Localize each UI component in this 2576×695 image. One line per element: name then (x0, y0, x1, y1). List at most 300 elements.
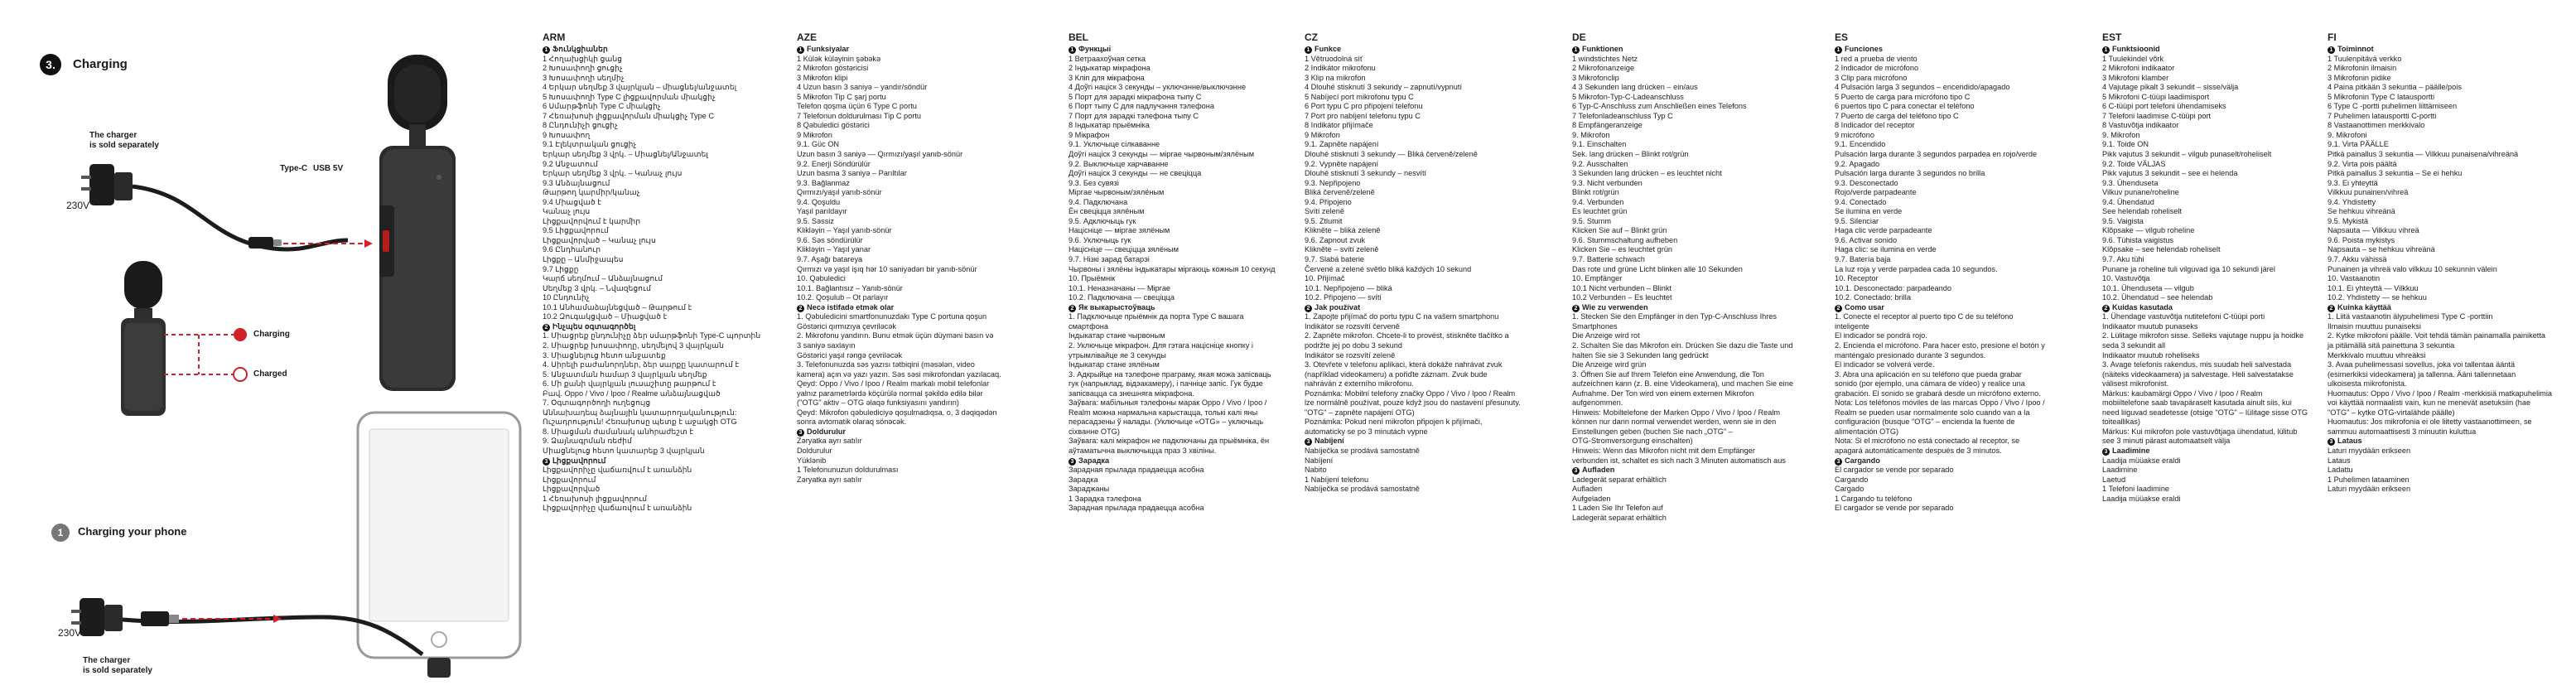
text-line: grabación. El sonido se grabará desde un micrófono externo. (1835, 389, 2041, 398)
text-line: 9. Mikrofon (2102, 130, 2140, 139)
text-line: сіхванне OTG) (1069, 427, 1120, 436)
text-line: Huomautus: Jos mikrofonia ei ole liitetty vastaanottimeen, se (2328, 417, 2532, 427)
text-line: Լիցքավորվում է կարմիր (543, 216, 641, 225)
text-line: 9.1. Einschalten (1572, 140, 1627, 149)
text-line: 3. Միացնելուց հետո անջատեք (543, 350, 666, 360)
text-line: 1 Külək küləyinin şəbəkə (797, 54, 881, 63)
text-line: Երկար սեղմեք 3 վրկ. – Կանաչ լույս (543, 169, 683, 178)
text-line: 2. Encienda el micrófono. Para hacer esto, presione el botón y (1835, 340, 2045, 350)
text-line: Երկար սեղմեք 3 վրկ. – Միացնել/Անջատել (543, 150, 708, 159)
text-line: Červené a zelené světlo bliká každých 10 sekund (1305, 264, 1472, 273)
text-line: sammuu automaattisesti 3 minuutin kuluttua (2328, 427, 2477, 436)
section-number-badge: 3 (1835, 458, 1842, 466)
text-line: 5 Mikrofon Tip C şarj portu (797, 92, 886, 101)
text-line: Pitkä painallus 3 sekuntia — Vilkkuu punaisena/vihreänä (2328, 150, 2519, 159)
section-number-badge: 3 (1572, 467, 1580, 475)
section-3-badge: 3. (40, 54, 61, 75)
microphone-small-icon (121, 261, 166, 416)
text-line: 9.2. Vypněte napájení (1305, 159, 1379, 168)
text-line: Зарадка (1069, 475, 1098, 484)
text-line: 5 Nabíjecí port mikrofonu typu C (1305, 92, 1414, 101)
text-line: Bliká červeně/zeleně (1305, 188, 1375, 197)
text-line: Բավ. Oppo / Vivo / Ipoo / Realme անձայնացված (543, 389, 721, 398)
text-line: Merkkivalo muuttuu vihreäksi (2328, 350, 2426, 360)
section-number-badge: 2 (1069, 305, 1076, 312)
text-line: 2. Kytke mikrofoni päälle. Voit tehdä tämän painamalla painiketta (2328, 331, 2546, 340)
text-line: Qırmızı/yaşıl yanıb-sönür (797, 188, 882, 197)
column-title: CZ (1305, 31, 1318, 43)
section-heading: 3 Cargando (1835, 456, 2083, 466)
text-line: 9. Mikrofoni (2328, 130, 2367, 139)
text-line: voi käyttää normaalisti vain, kun ne menevät asetuksiin (hae (2328, 398, 2531, 408)
text-line: 1 Telefonunuzun doldurulması (797, 466, 899, 475)
text-line: 9.3. Desconectado (1835, 178, 1898, 187)
text-line: 2 Խոսափողի ցուցիչ (543, 64, 623, 73)
text-line: Індыкатар стане зялёным (1069, 360, 1160, 369)
section-number-badge: 2 (1305, 305, 1312, 312)
text-line: Լիցքը – Անմիջապես (543, 255, 624, 264)
text-line: 4 Uzun basın 3 saniyə – yandır/söndür (797, 83, 928, 92)
section-number-badge: 1 (1069, 46, 1076, 54)
text-line: Nota: Si el micrófono no está conectado al receptor, se (1835, 437, 2020, 446)
text-line: verbunden ist, schaltet es sich nach 3 Minuten automatisch aus (1572, 456, 1786, 465)
text-line: 10. Vastuvõtja (2102, 274, 2150, 283)
text-line: 7 Port pro nabíjení telefonu typu C (1305, 111, 1421, 120)
text-line: Pulsación larga durante 3 segundos parpadea en rojo/verde (1835, 150, 2038, 159)
text-line: Ladegerät separat erhältlich (1572, 513, 1667, 522)
section-heading: 3 Lataus (2328, 437, 2576, 446)
text-line: 6 Port typu C pro připojení telefonu (1305, 102, 1423, 111)
text-line: Կարճ սեղմում – Անձայնացում (543, 274, 663, 283)
text-line: 1 Laden Sie Ihr Telefon auf (1572, 504, 1663, 513)
text-line: Klicken Sie auf – Blinkt grün (1572, 226, 1667, 235)
text-line: Hinweis: Wenn das Mikrofon nicht mit dem Empfänger (1572, 446, 1755, 455)
text-line: kamera) açın və yazı yazın. Səs səsi mikrofondan yazılacaq. (797, 369, 1001, 379)
section-number-badge: 1 (1572, 46, 1580, 54)
text-line: 9.3. Ei yhteyttä (2328, 178, 2378, 187)
text-line: 2 Mikrofoni indikaator (2102, 64, 2175, 73)
text-line: Nota: Los teléfonos móviles de las marcas Oppo / Vivo / Ipoo / (1835, 398, 2045, 408)
text-line: 7. Օգտագործողի ուղեցույց (543, 398, 651, 408)
text-line: 2. Zapněte mikrofon. Chcete-li to provést, stiskněte tlačítko a (1305, 331, 1509, 340)
text-line: Dlouhé stisknutí 3 sekundy – nesvítí (1305, 169, 1427, 178)
text-line: 10.2. Yhdistetty — se hehkuu (2328, 293, 2427, 302)
text-line: Indikaator muutub punaseks (2102, 321, 2198, 331)
text-line: 9.1. Уключыце сілкаванне (1069, 140, 1160, 149)
text-line: 9.1. Zapněte napájení (1305, 140, 1379, 149)
section-heading: 3 Aufladen (1572, 466, 1821, 475)
column-es (1835, 31, 2083, 514)
text-line: 1. Stecken Sie den Empfänger in den Typ-C-Anschluss Ihres (1572, 312, 1778, 321)
text-line: 9.1. Encendido (1835, 140, 1886, 149)
text-line: 3. Öffnen Sie auf Ihrem Telefon eine Anwendung, die Ton (1572, 369, 1764, 379)
text-line: Vilkuv punane/roheline (2102, 188, 2179, 197)
text-line: inteligente (1835, 321, 1869, 331)
text-line: Зарадная прылада прадаецца асобна (1069, 504, 1204, 513)
text-line: 5 Խոսափողի Type C լիցքավորման միակցիչ (543, 92, 716, 101)
text-line: 10.2. Ühendatud – see helendab (2102, 293, 2213, 302)
text-line: Aufladen (1572, 485, 1603, 494)
text-line: смартфона (1069, 321, 1108, 331)
text-line: Լիցքավորում (543, 475, 596, 484)
text-line: 1 Հողախցիկի ցանց (543, 54, 623, 63)
section-heading: 3 Laadimine (2102, 446, 2351, 456)
text-line: Nabíječka se prodává samostatně (1305, 485, 1420, 494)
text-line: See helendab roheliselt (2102, 207, 2183, 216)
column-title: ARM (543, 31, 566, 43)
text-line: 9.5. Silenciar (1835, 216, 1879, 225)
text-line: 9.3. Ühenduseta (2102, 178, 2159, 187)
text-line: Cargado (1835, 485, 1864, 494)
charging-indicator-icon (234, 328, 247, 341)
column-fi (2328, 31, 2576, 495)
text-line: 9.1. Virta PÄÄLLE (2328, 140, 2389, 149)
text-line: 10. Qəbuledici (797, 274, 846, 283)
text-line: 3 Mikrofonin pidike (2328, 73, 2391, 82)
text-line: 1. Միացրեք ընդունիչը ձեր սմարթֆոնի Type-C պորտին (543, 331, 761, 340)
text-line: sonido (por ejemplo, una cámara de vídeo) y realice una (1835, 379, 2025, 389)
text-line: Poznámka: Mobilní telefony značky Oppo / Vivo / Ipoo / Realm (1305, 389, 1516, 398)
text-line: Doldurulur (797, 446, 832, 455)
text-line: 9.6 Ընդհանուր (543, 245, 601, 254)
text-line: Zəryatka ayrı satılır (797, 475, 862, 484)
text-line: 9.3 Անձայնացում (543, 178, 610, 187)
text-line: 1 Tuulenpitävä verkko (2328, 54, 2402, 63)
section-number-badge: 1 (543, 46, 550, 54)
text-line: 9.7. Akku vähissä (2328, 255, 2387, 264)
text-line: 2 Mikrofonin ilmaisin (2328, 64, 2397, 73)
section-number-badge: 2 (1572, 305, 1580, 312)
text-line: Einstellungen geben (buchen Sie nach „OTG" – (1572, 427, 1733, 436)
text-line: Заўвага: мабільныя тэлефоны марак Oppo / Vivo / Ipoo / (1069, 398, 1267, 408)
text-line: Rojo/verde parpadeante (1835, 188, 1917, 197)
section-number-badge: 2 (797, 305, 804, 312)
text-line: (esimerkiksi videokamera) ja tallenna. Ääni tallennetaan (2328, 369, 2516, 379)
text-line: Zəryatka ayrı satılır (797, 437, 862, 446)
text-line: 4 Pulsación larga 3 segundos – encendido/apagado (1835, 83, 2010, 92)
text-line: 6 Սմարթֆոնի Type C միակցիչ (543, 102, 661, 111)
text-line: 6 C-tüüpi port telefoni ühendamiseks (2102, 102, 2226, 111)
section-heading: 1 Funkce (1305, 45, 1553, 55)
column-title: FI (2328, 31, 2337, 43)
text-line: 9.5. Stumm (1572, 216, 1611, 225)
text-line: Märkus: kaubamärgi Oppo / Vivo / Ipoo / Realm (2102, 389, 2263, 398)
text-line: 9. Ձայնագրման ռեժիմ (543, 437, 632, 446)
text-line: 8 Vastaanottimen merkkivalo (2328, 121, 2425, 130)
section-heading: 3 Nabíjení (1305, 437, 1553, 446)
section-number-badge: 2 (1835, 305, 1842, 312)
text-line: sonra avtomatik olaraq sönəcək. (797, 417, 907, 427)
section-heading: 3 Doldurulur (797, 427, 1045, 437)
text-line: 4 3 Sekunden lang drücken – ein/aus (1572, 83, 1698, 92)
section-number-badge: 1 (797, 46, 804, 54)
text-line: 9 micrófono (1835, 130, 1875, 139)
text-line: 4 Доўгі націск 3 секунды – уключэнне/выключэнне (1069, 83, 1247, 92)
text-line: Зарадная прылада прадаецца асобна (1069, 466, 1204, 475)
text-line: 10.2. Qoşulub – Ot parlayır (797, 293, 889, 302)
text-line: 9.2. Выключыце харчаванне (1069, 159, 1169, 168)
section-number-badge: 2 (2102, 305, 2110, 312)
text-line: 9.2. Virta pois päältä (2328, 159, 2397, 168)
text-line: Huomautus: Oppo / Vivo / Ipoo / Realm -merkkisiä matkapuhelimia (2328, 389, 2552, 398)
phone-icon (358, 413, 520, 658)
section-heading: 2 Como usar (1835, 303, 2083, 313)
section-3-title: Charging (73, 57, 128, 71)
text-line: 8. Միացման ժամանակ անհրաժեշտ է (543, 427, 694, 436)
text-line: Pulsación larga durante 3 segundos no brilla (1835, 169, 1985, 178)
text-line: 9.6. Poista mykistys (2328, 235, 2395, 244)
section-number-badge: 3 (1069, 458, 1076, 466)
text-line: 2 Індыкатар мікрафона (1069, 64, 1151, 73)
section-heading: 1 Funksiyalar (797, 45, 1045, 55)
usb-c-plug-icon (248, 237, 282, 249)
text-line: Indikátor se rozsvítí červeně (1305, 321, 1400, 331)
section-number-badge: 1 (2328, 46, 2335, 54)
section-heading: 2 Kuinka käyttää (2328, 303, 2576, 313)
text-line: toiteallikas) (2102, 417, 2140, 427)
section-heading: 2 Jak používat (1305, 303, 1553, 313)
section-heading: 1 Toiminnot (2328, 45, 2576, 55)
text-line: 2 Mikrofon göstəricisi (797, 64, 869, 73)
text-line: Pitkä painallus 3 sekuntia – Se ei hehku (2328, 169, 2463, 178)
text-line: El indicador se volverá verde. (1835, 360, 1935, 369)
text-line: 10.2. Conectado: brilla (1835, 293, 1911, 302)
text-line: 10.2 Զուգակցված – Միացված է (543, 312, 668, 321)
text-line: 8 Qəbuledici göstərici (797, 121, 870, 130)
text-line: 9.6. Zapnout zvuk (1305, 235, 1366, 244)
text-line: 9.3. Nicht verbunden (1572, 178, 1643, 187)
text-line: Göstərici yaşıl rəngə çevrilə​cək (797, 350, 903, 360)
text-line: 5 Mikrofoni C-tüüpi laadimisport (2102, 92, 2210, 101)
text-line: need liiguvad seadetesse (otsige "OTG" – lülitage sisse OTG (2102, 408, 2308, 417)
text-line: 3. Telefonunuzda səs yazısı tətbiqini (məsələn, video (797, 360, 975, 369)
text-line: apagará automáticamente después de 3 minutos. (1835, 446, 2002, 455)
text-line: 9.7. Aşağı batareya (797, 255, 863, 264)
section-number-badge: 1 (1305, 46, 1312, 54)
text-line: 3 Кліп для мікрафона (1069, 73, 1145, 82)
section-heading: 2 Wie zu verwenden (1572, 303, 1821, 313)
text-line: 3 Clip para micrófono (1835, 73, 1908, 82)
text-line: 7 Telefonladeanschluss Typ C (1572, 111, 1673, 120)
text-line: 9.2. Ausschalten (1572, 159, 1628, 168)
text-line: podržte jej po dobu 3 sekund (1305, 340, 1402, 350)
text-line: 5. Անջատման համար 3 վայրկյան սեղմեք (543, 369, 707, 379)
text-line: Indikaator muutub roheliseks (2102, 350, 2200, 360)
text-line: Indikátor se rozsvítí zeleně (1305, 350, 1396, 360)
text-line: 8 Indicador del receptor (1835, 121, 1915, 130)
text-line: аўтаматычна выключыцца праз 3 хвіліны. (1069, 446, 1217, 455)
text-line: 10.1. Неназначаны — Міргае (1069, 283, 1171, 292)
text-line: Доўгі націск 3 секунды — не свеціцца (1069, 169, 1202, 178)
voltage-label-bottom: 230V (58, 627, 82, 639)
text-line: 9. Mikrofon (1572, 130, 1610, 139)
text-line: (näiteks videokaamera) ja salvestage. Heli salvestatakse (2102, 369, 2294, 379)
text-line: alimentación OTG) (1835, 427, 1899, 436)
text-line: Доўгі націск 3 секунды — міргае чырвоным/зялёным (1069, 150, 1255, 159)
text-line: Klikněte – svítí zeleně (1305, 245, 1379, 254)
text-line: Nabíjení (1305, 456, 1334, 465)
charging-illustration (0, 0, 530, 695)
text-line: 7 Порт для зарадкі тэлефона тыпу С (1069, 111, 1199, 120)
text-line: Napsauta – se hehkuu vihreänä (2328, 245, 2435, 254)
cable-top (133, 186, 348, 249)
text-line: 1 Puhelimen lataaminen (2328, 475, 2410, 484)
text-line: Nabito (1305, 466, 1327, 475)
column-title: ES (1835, 31, 1849, 43)
text-line: 9.4. Conectado (1835, 197, 1887, 206)
receiver-icon (427, 658, 451, 678)
text-line: Aufnahme. Der Ton wird von einem externen Mikrofon (1572, 389, 1754, 398)
text-line: 9.6. Stummschaltung aufheben (1572, 235, 1678, 244)
text-line: Klikləyin – Yaşıl yanar (797, 245, 871, 254)
text-line: перасадзены ў налады. (Уключыце «OTG» – уключыць (1069, 417, 1264, 427)
type-c-label: Type-C (280, 164, 308, 173)
text-line: 10.2. Připojeno — svítí (1305, 293, 1382, 302)
text-line: 9.7. Slabá baterie (1305, 255, 1365, 264)
text-line: Націсніце — міргае зялёным (1069, 226, 1170, 235)
text-line: 5 Mikrofon-Typ-C-Ladeanschluss (1572, 92, 1684, 101)
text-line: yalnız parametrlərdə köçürülə normal şəkildə edilə bilər (797, 389, 983, 398)
text-line: Punainen ja vihreä valo vilkkuu 10 sekunnin välein (2328, 264, 2497, 273)
text-line: Націсніце — свеціцца зялёным (1069, 245, 1179, 254)
text-line: 9.5. Vaigista (2102, 216, 2144, 225)
text-line: 3. Abra una aplicación en su teléfono que pueda grabar (1835, 369, 2022, 379)
text-line: 9.7. Aku tühi (2102, 255, 2144, 264)
text-line: El indicador se pondrá rojo. (1835, 331, 1927, 340)
text-line: 7 Puerto de carga del teléfono tipo C (1835, 111, 1959, 120)
text-line: Կանաչ լույս (543, 207, 591, 216)
text-line: 9.4. Yhdistetty (2328, 197, 2376, 206)
text-line: 7 Puhelimen latausportti C-portti (2328, 111, 2437, 120)
text-line: aufgenommen. (1572, 398, 1623, 408)
text-line: nahráván z externího mikrofonu. (1305, 379, 1414, 389)
text-line: 8 Indikátor přijímače (1305, 121, 1373, 130)
text-line: 3. Otevřete v telefonu aplikaci, která dokáže nahrávat zvuk (1305, 360, 1503, 369)
column-cz (1305, 31, 1553, 495)
text-line: Klikněte – bliká zeleně (1305, 226, 1381, 235)
text-line: configuración (busque "OTG" – encienda la fuente de (1835, 417, 2015, 427)
column-title: AZE (797, 31, 817, 43)
section-heading: 1 Funktionen (1572, 45, 1821, 55)
text-line: 2. Schalten Sie das Mikrofon ein. Drücken Sie dazu die Taste und (1572, 340, 1793, 350)
text-line: 9 Mikrofon (797, 130, 832, 139)
text-line: 9.5 Լիցքավորում (543, 226, 609, 235)
section-number-badge: 1 (1835, 46, 1842, 54)
text-line: 1 Tuulekindel võrk (2102, 54, 2164, 63)
text-line: 1 Հեռախոսի լիցքավորում (543, 494, 648, 503)
text-line: El cargador se vende por separado (1835, 504, 1954, 513)
text-line: 3. Avage telefonis rakendus, mis suudab heli salvestada (2102, 360, 2292, 369)
text-line: 9.4. Qoşuldu (797, 197, 841, 206)
text-line: 2. Միացրեք խոսափողը, սեղմելով 3 վայրկյան (543, 340, 724, 350)
text-line: Napsauta — Vilkkuu vihreä (2328, 226, 2419, 235)
text-line: Uzun basma 3 saniyə – Parıltılar (797, 169, 907, 178)
text-line: 9.2 Անջատում (543, 159, 598, 168)
text-line: seda 3 sekundit all (2102, 340, 2166, 350)
text-line: 7 Telefoni laadimise C-tüüpi port (2102, 111, 2212, 120)
text-line: Aufgeladen (1572, 494, 1611, 503)
text-line: 10. Přijímač (1305, 274, 1345, 283)
text-line: Cargando (1835, 475, 1869, 484)
text-line: ("OTG" aktiv – OTG əlaqə funksiyasını yandırın) (797, 398, 959, 408)
text-line: 3 Sekunden lang drücken – es leuchtet nicht (1572, 169, 1722, 178)
text-line: 2 Indicador de micrófono (1835, 64, 1919, 73)
text-line: 9.4 Միացված է (543, 197, 601, 206)
text-line: Աննախադեպ ձայնային կատարողականություն: (543, 408, 737, 417)
text-line: see 3 minuti pärast automaatselt välja (2102, 437, 2231, 446)
column-title: EST (2102, 31, 2122, 43)
text-line: 3. Avaa puhelimessasi sovellus, joka voi tallentaa ääntä (2328, 360, 2516, 369)
text-line: Միացնելուց հետո կատարեք 3 վայրկյան (543, 446, 705, 455)
text-line: 4. Սիրելի բաժանորդներ, ձեր սարքը կատարում է (543, 360, 740, 369)
text-line: Laadija müüakse eraldi (2102, 456, 2181, 465)
text-line: 10. Прыёмнік (1069, 274, 1116, 283)
text-line: 6 puertos tipo C para conectar el teléfono (1835, 102, 1975, 111)
text-line: Vilkkuu punainen/vihreä (2328, 188, 2409, 197)
text-line: 10.1. Desconectado: parpadeando (1835, 283, 1951, 292)
text-line: manténgalo presionado durante 3 segundos. (1835, 350, 1986, 360)
text-line: Yüklənib (797, 456, 827, 465)
charger-note-bottom: The charger is sold separately (83, 656, 152, 675)
section-heading: 1 Funciones (1835, 45, 2083, 55)
text-line: 10.2 Verbunden – Es leuchtet (1572, 293, 1672, 302)
text-line: 10. Receptor (1835, 274, 1879, 283)
text-line: Qeyd: Mikrofon qəbulediciyə qoşulmadıqsa, o, 3 dəqiqədən (797, 408, 997, 417)
text-line: 9.2. Enerji Söndürülür (797, 159, 871, 168)
text-line: Լիցքավորիչը վաճառվում է առանձին (543, 504, 692, 513)
text-line: 6 Typ-C-Anschluss zum Anschließen eines Telefons (1572, 102, 1747, 111)
usb-label: USB 5V (313, 164, 344, 173)
text-line: запісвацца са знешняга мікрафона. (1069, 389, 1194, 398)
section-heading: 2 Necə istifadə etmək olar (797, 303, 1045, 313)
text-line: 9.5. Адключыць гук (1069, 216, 1136, 225)
text-line: 10.1. Nepřipojeno — bliká (1305, 283, 1392, 292)
text-line: Märkus: Kui mikrofon pole vastuvõtjaga ühendatud, lülitub (2102, 427, 2298, 436)
text-line: 9.2. Apagado (1835, 159, 1880, 168)
text-line: 3 Mikrofonclip (1572, 73, 1619, 82)
text-line: Laadija müüakse eraldi (2102, 494, 2181, 503)
text-line: Realm можна нармальна карыстацца, толькі калі яны (1069, 408, 1258, 417)
text-line: lze normálně používat, pouze když jsou do nastavení přesunuty. (1305, 398, 1521, 408)
text-line: Pikk vajutus 3 sekundit – vilgub punaselt/roheliselt (2102, 150, 2272, 159)
text-line: 9.5. Ztlumit (1305, 216, 1343, 225)
text-line: Լիցքավորված – Կանաչ լույս (543, 235, 656, 244)
text-line: 2. Lülitage mikrofon sisse. Selleks vajutage nuppu ja hoidke (2102, 331, 2304, 340)
text-line: 9.7. Нізкі зарад батарэі (1069, 255, 1150, 264)
section-1-badge: 1 (51, 524, 70, 542)
text-line: 10.1. Ühenduseta — vilgub (2102, 283, 2194, 292)
text-line: 1 Telefoni laadimine (2102, 485, 2170, 494)
illustration-panel (0, 0, 530, 695)
text-line: 3 Mikrofoni klamber (2102, 73, 2169, 82)
text-line: Es leuchtet grün (1572, 207, 1628, 216)
section-number-badge: 3 (2328, 438, 2335, 446)
text-line: 3 Խոսափողի սեղմիչ (543, 73, 625, 82)
text-line: 9.4. Падключана (1069, 197, 1128, 206)
text-line: Зараджаны (1069, 485, 1110, 494)
text-line: 1 Ветраахоўная сетка (1069, 54, 1146, 63)
text-line: 1. Liitä vastaanotin älypuhelimesi Type C -porttiin (2328, 312, 2493, 321)
text-line: 4 Paina pitkään 3 sekuntia – päälle/pois (2328, 83, 2462, 92)
text-line: 9.5. Səssiz (797, 216, 834, 225)
section-heading: 1 Funktsioonid (2102, 45, 2351, 55)
text-line: 10.1 Nicht verbunden – Blinkt (1572, 283, 1672, 292)
usb-a-plug-icon (141, 611, 179, 626)
text-line: 10.1. Bağlantısız – Yanıb-sönür (797, 283, 903, 292)
text-line: Uzun basın 3 saniyə — Qırmızı/yaşıl yanıb-sönür (797, 150, 963, 159)
text-line: 6. Մի քանի վայրկյան լուսաշիտը թարթում է (543, 379, 716, 389)
section-number-badge: 3 (2102, 448, 2110, 456)
